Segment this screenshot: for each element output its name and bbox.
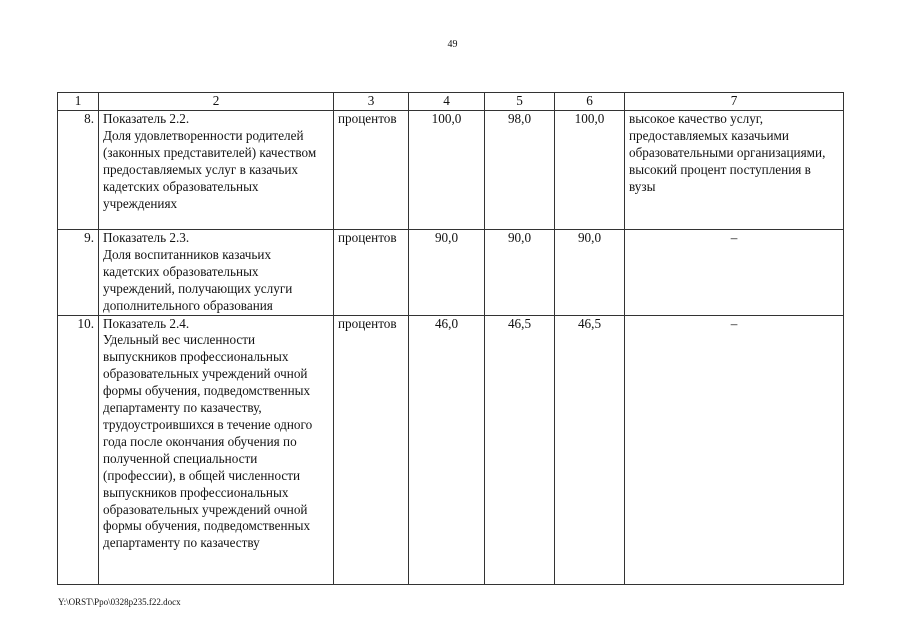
value-col6: 46,5 — [555, 315, 625, 584]
indicator-cell — [99, 315, 334, 584]
row-number: 8. — [58, 111, 99, 230]
indicators-table — [57, 92, 844, 585]
table-row — [58, 230, 844, 316]
indicator-title: Показатель 2.4. — [103, 315, 190, 331]
value-col6: 100,0 — [555, 111, 625, 230]
header-cell: 4 — [409, 93, 485, 111]
table-row — [58, 315, 844, 584]
row-number: 9. — [58, 230, 99, 316]
header-cell: 6 — [555, 93, 625, 111]
header-cell: 5 — [485, 93, 555, 111]
header-cell: 1 — [58, 93, 99, 111]
value-col5: 90,0 — [485, 230, 555, 316]
table-row — [58, 111, 844, 230]
value-col6: 90,0 — [555, 230, 625, 316]
header-cell: 3 — [334, 93, 409, 111]
note-cell: высокое качество услуг, предоставляемых казачьими образовательными организациями, высокий процент поступления в вузы — [625, 111, 844, 230]
indicator-description: Удельный вес численности выпускников профессиональных образовательных учреждений очной формы обучения, подведомственных департаменту по казачеству, трудоустроившихся в течение одного года после окончания обучения по полученной специальности (профессии), в общей численности выпускников профессиональных образовательных учреждений очной формы обучения, подведомственных департаменту по казачеству — [103, 332, 313, 551]
page-number: 49 — [447, 39, 458, 50]
note-cell: – — [625, 230, 844, 316]
indicator-description: Доля воспитанников казачьих кадетских образовательных учреждений, получающих услуги дополнительного образования — [103, 246, 293, 313]
indicator-cell — [99, 111, 334, 230]
indicator-cell — [99, 230, 334, 316]
value-col5: 46,5 — [485, 315, 555, 584]
value-col4: 90,0 — [409, 230, 485, 316]
header-cell: 7 — [625, 93, 844, 111]
indicator-title: Показатель 2.3. — [103, 230, 190, 245]
value-col4: 46,0 — [409, 315, 485, 584]
header-cell: 2 — [99, 93, 334, 111]
indicator-description: Доля удовлетворенности родителей (законных представителей) качеством предоставляемых услуг в казачьих кадетских образовательных учреждениях — [103, 127, 317, 211]
unit-cell: процентов — [334, 315, 409, 584]
unit-cell: процентов — [334, 230, 409, 316]
note-cell: – — [625, 315, 844, 584]
value-col5: 98,0 — [485, 111, 555, 230]
unit-cell: процентов — [334, 111, 409, 230]
footer-file-path: Y:\ORST\Ppo\0328p235.f22.docx — [58, 597, 181, 607]
table-header-row — [58, 93, 844, 111]
row-number: 10. — [58, 315, 99, 584]
indicator-title: Показатель 2.2. — [103, 111, 190, 126]
value-col4: 100,0 — [409, 111, 485, 230]
